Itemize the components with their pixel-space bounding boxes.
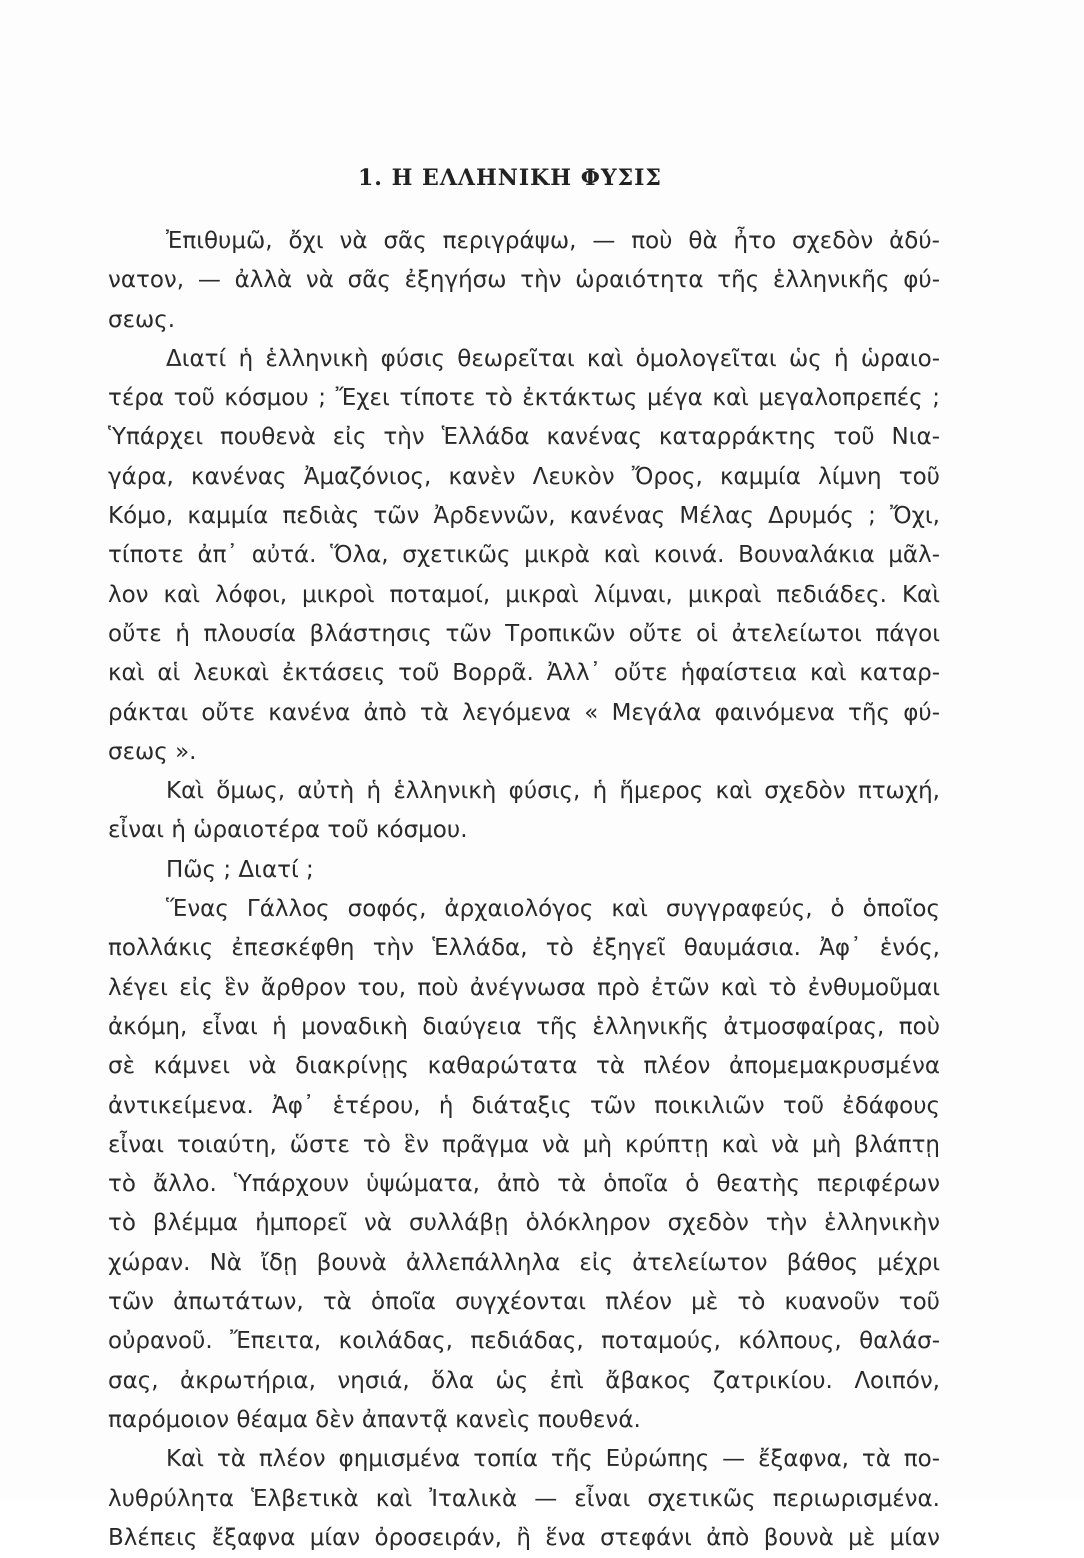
text-line: λον καὶ λόφοι, μικροὶ ποταμοί, μικραὶ λίμναι, μικραὶ πεδιάδες. Καὶ <box>108 581 940 608</box>
text-line: Βλέπεις ἔξαφνα μίαν ὀροσειράν, ἢ ἕνα στεφάνι ἀπὸ βουνὰ μὲ μίαν <box>108 1524 940 1551</box>
text-line: ράκται οὔτε κανένα ἀπὸ τὰ λεγόμενα « Μεγάλα φαινόμενα τῆς φύ- <box>108 699 940 726</box>
text-line: σας, ἀκρωτήρια, νησιά, ὅλα ὡς ἐπὶ ἄβακος ζατρικίου. Λοιπόν, <box>108 1367 940 1394</box>
text-line: Κόμο, καμμία πεδιὰς τῶν Ἀρδεννῶν, κανένας Μέλας Δρυμός ; Ὄχι, <box>108 503 940 530</box>
text-line: ἀκόμη, εἶναι ἡ μοναδικὴ διαύγεια τῆς ἑλληνικῆς ἀτμοσφαίρας, ποὺ <box>108 1013 940 1040</box>
text-line: λυθρύλητα Ἑλβετικὰ καὶ Ἰταλικὰ — εἶναι σχετικῶς περιωρισμένα. <box>108 1485 940 1512</box>
text-line: τῶν ἀπωτάτων, τὰ ὁποῖα συγχέονται πλέον μὲ τὸ κυανοῦν τοῦ <box>108 1289 940 1316</box>
text-line: εἶναι τοιαύτη, ὥστε τὸ ἓν πρᾶγμα νὰ μὴ κρύπτῃ καὶ νὰ μὴ βλάπτῃ <box>108 1131 940 1158</box>
chapter-title: 1. Η ΕΛΛΗΝΙΚΗ ΦΥΣΙΣ <box>357 165 662 191</box>
text-line: σὲ κάμνει νὰ διακρίνῃς καθαρώτατα τὰ πλέον ἀπομεμακρυσμένα <box>108 1053 940 1080</box>
text-line: Ἐπιθυμῶ, ὄχι νὰ σᾶς περιγράψω, — ποὺ θὰ ἦτο σχεδὸν ἀδύ- <box>166 228 940 254</box>
text-line: Ὑπάρχει πουθενὰ εἰς τὴν Ἑλλάδα κανένας καταρράκτης τοῦ Νια- <box>108 424 940 451</box>
text-line: εἶναι ἡ ὡραιοτέρα τοῦ κόσμου. <box>108 817 468 844</box>
text-line: παρόμοιον θέαμα δὲν ἀπαντᾷ κανεὶς πουθενά. <box>108 1406 641 1433</box>
text-line: τὸ ἄλλο. Ὑπάρχουν ὑψώματα, ἀπὸ τὰ ὁποῖα ὁ θεατὴς περιφέρων <box>108 1171 940 1198</box>
text-line: τὸ βλέμμα ἠμπορεῖ νὰ συλλάβῃ ὁλόκληρον σχεδὸν τὴν ἑλληνικὴν <box>108 1210 940 1237</box>
text-line: λέγει εἰς ἓν ἄρθρον του, ποὺ ἀνέγνωσα πρὸ ἐτῶν καὶ τὸ ἐνθυμοῦμαι <box>108 974 940 1001</box>
text-line: Διατί ἡ ἑλληνικὴ φύσις θεωρεῖται καὶ ὁμολογεῖται ὡς ἡ ὡραιο- <box>166 345 940 372</box>
text-line: Ἕνας Γάλλος σοφός, ἀρχαιολόγος καὶ συγγραφεύς, ὁ ὁποῖος <box>166 896 940 923</box>
text-line: καὶ αἱ λευκαὶ ἐκτάσεις τοῦ Βορρᾶ. Ἀλλ᾽ οὔτε ἡφαίστεια καὶ καταρ- <box>108 660 940 687</box>
text-line: πολλάκις ἐπεσκέφθη τὴν Ἑλλάδα, τὸ ἐξηγεῖ θαυμάσια. Ἀφ᾽ ἑνός, <box>108 935 940 962</box>
text-line: ἀντικείμενα. Ἀφ᾽ ἑτέρου, ἡ διάταξις τῶν ποικιλιῶν τοῦ ἐδάφους <box>108 1092 940 1119</box>
text-line: Πῶς ; Διατί ; <box>166 856 314 883</box>
body-text <box>108 222 940 1558</box>
text-line: οὐρανοῦ. Ἔπειτα, κοιλάδας, πεδιάδας, ποταμούς, κόλπους, θαλάσ- <box>108 1328 940 1355</box>
text-line: γάρα, κανένας Ἀμαζόνιος, κανὲν Λευκὸν Ὄρος, καμμία λίμνη τοῦ <box>108 463 940 490</box>
text-line: τέρα τοῦ κόσμου ; Ἔχει τίποτε τὸ ἐκτάκτως μέγα καὶ μεγαλοπρεπές ; <box>108 385 940 412</box>
text-line: οὔτε ἡ πλουσία βλάστησις τῶν Τροπικῶν οὔτε οἱ ἀτελείωτοι πάγοι <box>108 620 940 647</box>
text-line: Καὶ τὰ πλέον φημισμένα τοπία τῆς Εὐρώπης — ἔξαφνα, τὰ πο- <box>166 1446 940 1473</box>
text-line: νατον, — ἀλλὰ νὰ σᾶς ἐξηγήσω τὴν ὡραιότητα τῆς ἑλληνικῆς φύ- <box>108 267 940 294</box>
text-line: Καὶ ὅμως, αὐτὴ ἡ ἑλληνικὴ φύσις, ἡ ἥμερος καὶ σχεδὸν πτωχή, <box>166 778 940 805</box>
text-line: τίποτε ἀπ᾽ αὐτά. Ὅλα, σχετικῶς μικρὰ καὶ κοινά. Βουναλάκια μᾶλ- <box>108 542 940 569</box>
text-line: χώραν. Νὰ ἴδῃ βουνὰ ἀλλεπάλληλα εἰς ἀτελείωτον βάθος μέχρι <box>108 1249 940 1276</box>
text-line: σεως ». <box>108 738 197 765</box>
text-line: σεως. <box>108 306 176 333</box>
